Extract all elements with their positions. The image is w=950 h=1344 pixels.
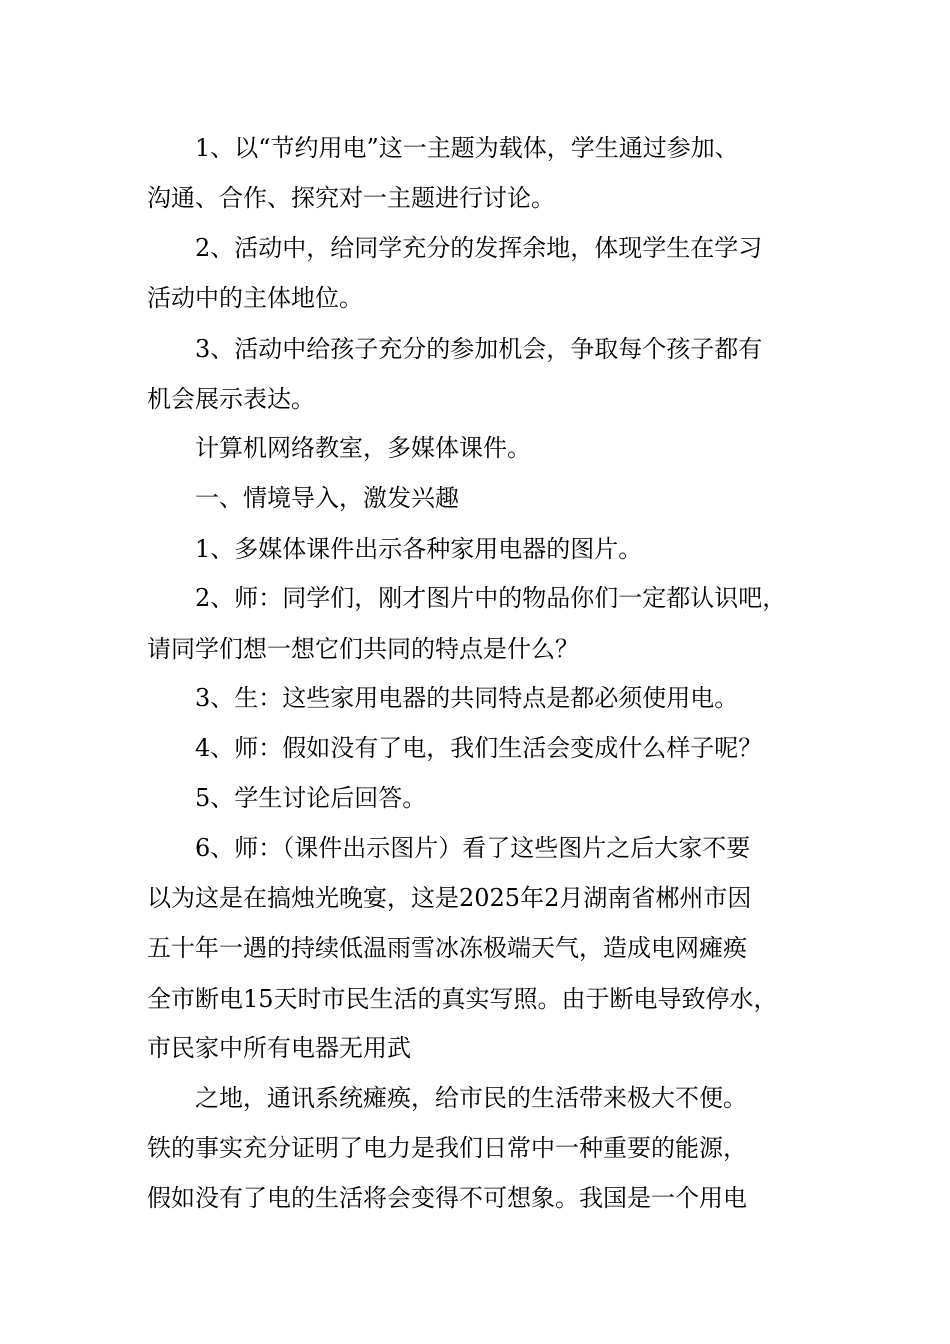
text-line: 铁的事实充分证明了电力是我们日常中一种重要的能源， [147, 1134, 747, 1162]
text-line: 2、师：同学们，刚才图片中的物品你们一定都认识吧， [195, 584, 787, 612]
text-line: 3、生：这些家用电器的共同特点是都必须使用电。 [195, 684, 739, 712]
text-line: 活动中的主体地位。 [147, 284, 363, 312]
text-line: 请同学们想一想它们共同的特点是什么？ [147, 635, 579, 663]
text-line: 1、多媒体课件出示各种家用电器的图片。 [195, 535, 643, 563]
text-line: 之地，通讯系统瘫痪，给市民的生活带来极大不便。 [195, 1084, 747, 1112]
text-line: 一、情境导入，激发兴趣 [195, 484, 459, 512]
text-line: 5、学生讨论后回答。 [195, 784, 427, 812]
text-line: 沟通、合作、探究对一主题进行讨论。 [147, 184, 555, 212]
text-line: 市民家中所有电器无用武 [147, 1034, 411, 1062]
text-line: 全市断电15天时市民生活的真实写照。由于断电导致停水， [147, 985, 778, 1013]
text-line: 机会展示表达。 [147, 385, 315, 413]
text-line: 计算机网络教室，多媒体课件。 [195, 434, 531, 462]
text-line: 4、师：假如没有了电，我们生活会变成什么样子呢？ [195, 734, 763, 762]
text-line: 2、活动中，给同学充分的发挥余地，体现学生在学习 [195, 234, 763, 262]
text-line: 1、以“节约用电”这一主题为载体，学生通过参加、 [195, 134, 739, 162]
text-line: 3、活动中给孩子充分的参加机会，争取每个孩子都有 [195, 335, 763, 363]
text-line: 假如没有了电的生活将会变得不可想象。我国是一个用电 [147, 1184, 747, 1212]
text-line: 五十年一遇的持续低温雨雪冰冻极端天气，造成电网瘫痪 [147, 934, 747, 962]
text-line: 以为这是在搞烛光晚宴，这是2025年2月湖南省郴州市因 [147, 884, 752, 912]
text-line: 6、师：（课件出示图片）看了这些图片之后大家不要 [195, 834, 751, 862]
